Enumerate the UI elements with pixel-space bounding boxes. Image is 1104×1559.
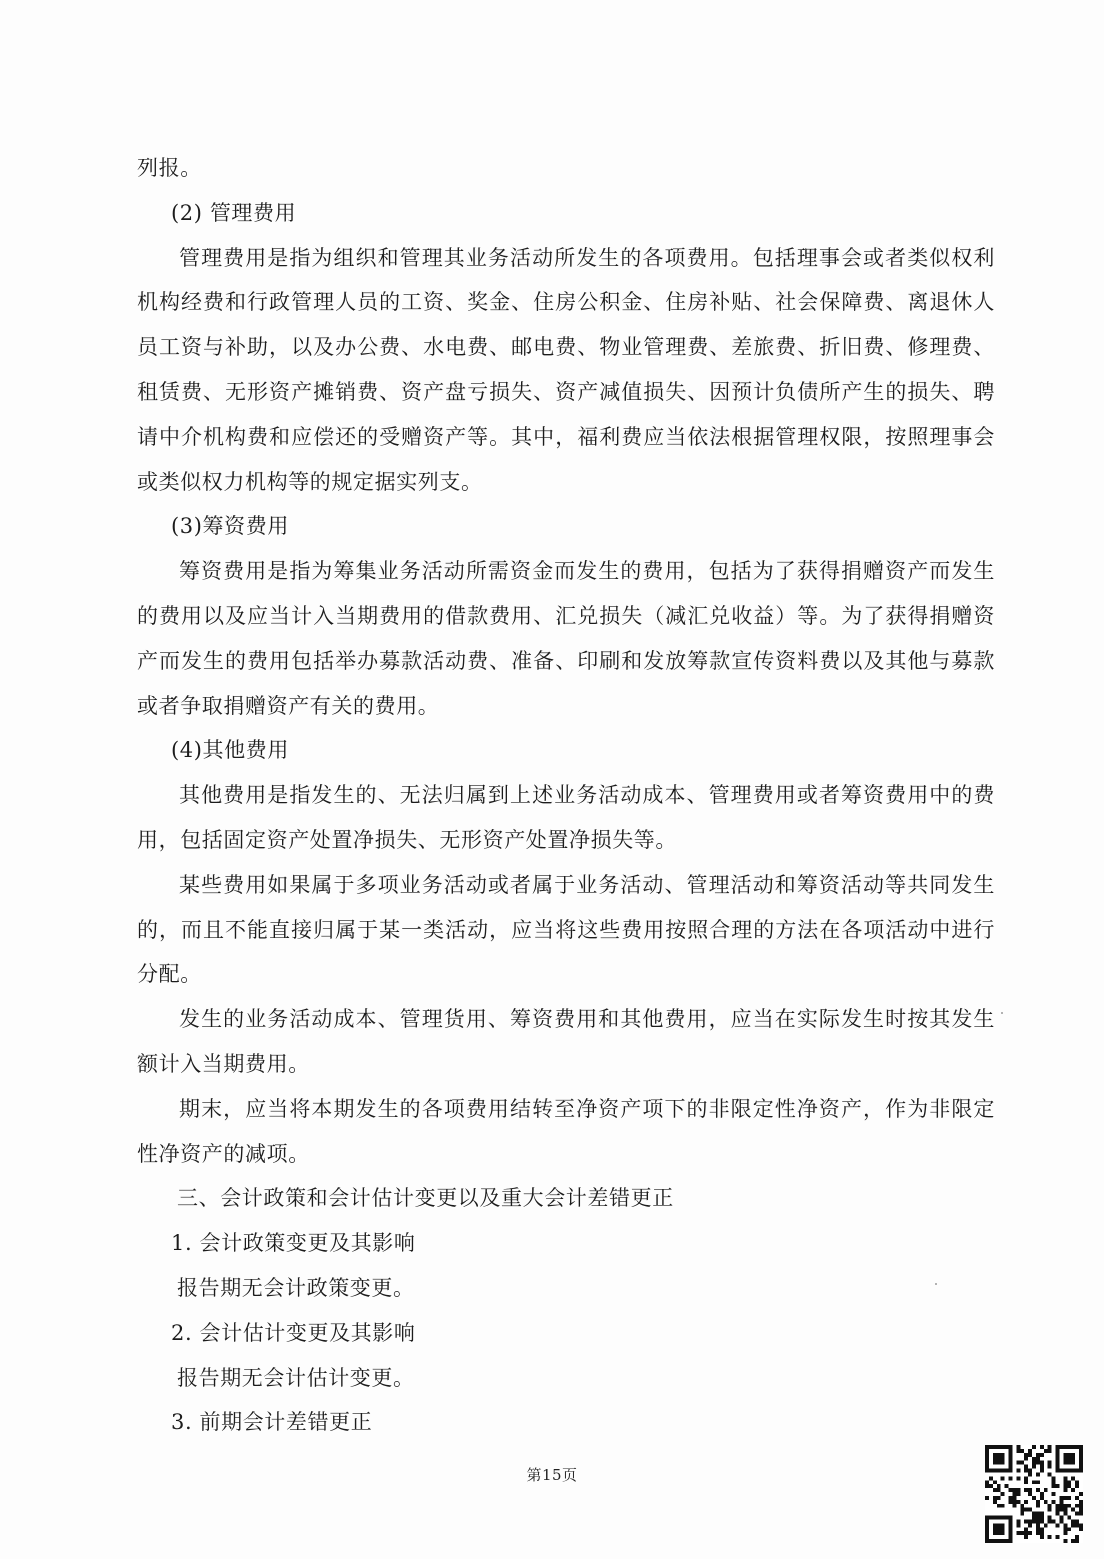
paragraph-no-estimate-changes: 报告期无会计估计变更。 bbox=[177, 1365, 415, 1390]
scan-speck bbox=[935, 1283, 937, 1285]
paragraph-expense-recognition: 发生的业务活动成本、管理货用、筹资费用和其他费用，应当在实际发生时按其发生额计入当期费用。 bbox=[137, 1007, 995, 1076]
paragraph-management-expenses: 管理费用是指为组织和管理其业务活动所发生的各项费用。包括理事会或者类似权利机构经费和行政管理人员的工资、奖金、住房公积金、住房补贴、社会保障费、离退休人员工资与补助，以及办公费、水电费、邮电费、物业管理费、差旅费、折旧费、修理费、租赁费、无形资产摊销费、资产盘亏损失、资产减值损失、因预计负债所产生的损失、聘请中介机构费和应偿还的受赠资产等。其中，福利费应当依法根据管理权限，按照理事会或类似权力机构等的规定据实列支。 bbox=[137, 245, 995, 494]
subheading-error-corrections: 3. 前期会计差错更正 bbox=[171, 1410, 373, 1435]
paragraph-no-policy-changes: 报告期无会计政策变更。 bbox=[177, 1275, 415, 1300]
paragraph-other-expenses: 其他费用是指发生的、无法归属到上述业务活动成本、管理费用或者筹资费用中的费用，包括固定资产处置净损失、无形资产处置净损失等。 bbox=[137, 783, 995, 852]
subheading-fundraising-expenses: (3)筹资费用 bbox=[171, 514, 289, 539]
paragraph-period-end-transfer: 期末，应当将本期发生的各项费用结转至净资产项下的非限定性净资产，作为非限定性净资产的减项。 bbox=[137, 1096, 995, 1166]
document-body bbox=[137, 146, 995, 1445]
paragraph-shared-cost-allocation: 某些费用如果属于多项业务活动或者属于业务活动、管理活动和筹资活动等共同发生的，而且不能直接归属于某一类活动，应当将这些费用按照合理的方法在各项活动中进行分配。 bbox=[137, 872, 995, 987]
paragraph-continuation: 列报。 bbox=[137, 156, 202, 180]
subheading-policy-changes: 1. 会计政策变更及其影响 bbox=[171, 1231, 416, 1256]
section-heading-accounting-changes: 三、会计政策和会计估计变更以及重大会计差错更正 bbox=[177, 1186, 674, 1211]
paragraph-fundraising-expenses: 筹资费用是指为筹集业务活动所需资金而发生的费用，包括为了获得捐赠资产而发生的费用以及应当计入当期费用的借款费用、汇兑损失（减汇兑收益）等。为了获得捐赠资产而发生的费用包括举办募款活动费、准备、印刷和发放筹款宣传资料费以及其他与募款或者争取捐赠资产有关的费用。 bbox=[137, 559, 995, 718]
subheading-management-expenses: (2) 管理费用 bbox=[171, 200, 297, 225]
subheading-other-expenses: (4)其他费用 bbox=[171, 738, 289, 763]
page-number: 第15页 bbox=[526, 1466, 578, 1484]
subheading-estimate-changes: 2. 会计估计变更及其影响 bbox=[171, 1320, 416, 1345]
scan-speck bbox=[1001, 1012, 1003, 1014]
qr-code-icon bbox=[985, 1445, 1083, 1543]
